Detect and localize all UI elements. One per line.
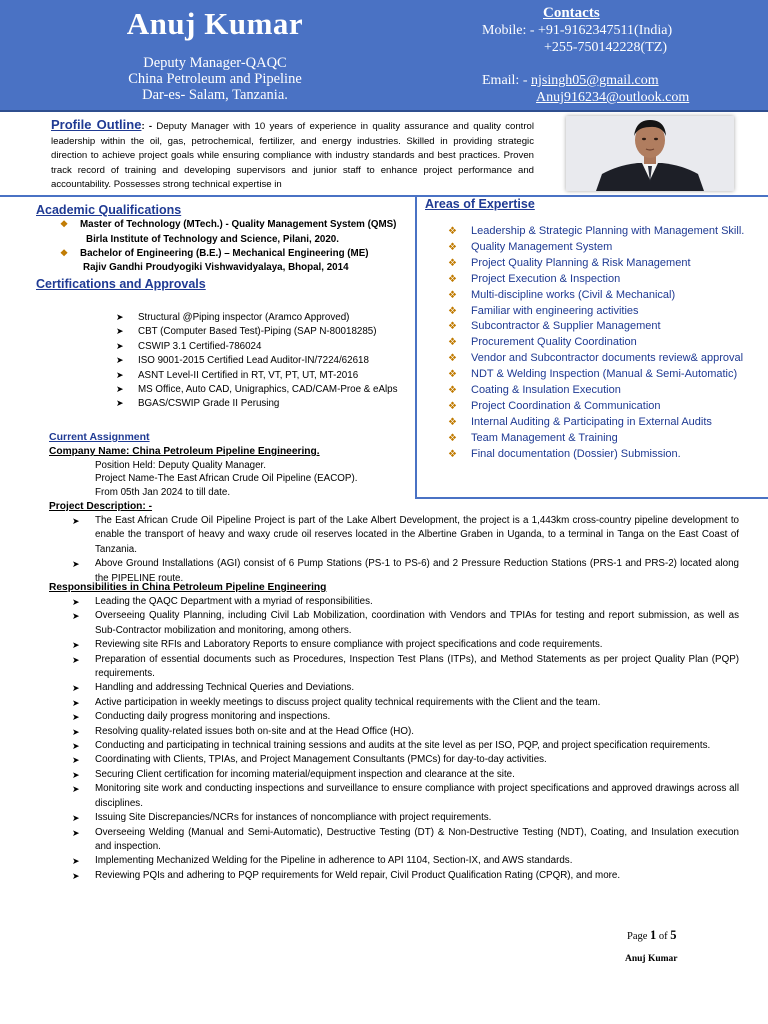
email-link-gmail[interactable]: njsingh05@gmail.com xyxy=(531,73,659,88)
email-line xyxy=(482,73,659,89)
diamond-bullet-icon: ❖ xyxy=(448,369,457,381)
assignment-company: Company Name: China Petroleum Pipeline Engineering. xyxy=(49,446,320,457)
expertise-item: ❖ Procurement Quality Coordination xyxy=(448,335,760,351)
list-item: ➤ Overseeing Quality Planning, including Civil Lab Mobilization, coordination with Vendors and TPIAs for testing and report submission, as well as Sub-Contractor mobilization and monitoring, among others. xyxy=(72,610,739,636)
cert-item: ➤ Structural @Piping inspector (Aramco Approved) xyxy=(116,312,350,323)
page-number: Page 1 of 5 xyxy=(627,928,677,942)
section-divider xyxy=(0,195,768,197)
arrow-bullet-icon: ➤ xyxy=(72,755,80,766)
assignment-project-name: Project Name-The East African Crude Oil Pipeline (EACOP). xyxy=(95,473,358,484)
profile-outline xyxy=(51,118,534,189)
profile-text: Deputy Manager with 10 years of experience in quality assurance and quality control leadership within the oil, gas, petrochemical, fertilizer, and energy industries. Skilled in providing strategic direction to achieve project goals while ensuring compliance with industry standards and best practices. Proven track record of training and developing supervisors and junior staff to enhance project performance and accountability. Possesses strong technical expertise in xyxy=(51,121,534,189)
list-item: ➤ Overseeing Welding (Manual and Semi-Automatic), Destructive Testing (DT) & Non-Destructive Testing (NDT), Coating, and Insulation execution and inspection. xyxy=(72,826,739,852)
arrow-bullet-icon: ➤ xyxy=(72,784,80,795)
arrow-bullet-icon: ➤ xyxy=(116,312,124,322)
diamond-bullet-icon: ❖ xyxy=(60,219,69,229)
list-item: ➤ Above Ground Installations (AGI) consist of 6 Pump Stations (PS-1 to PS-6) and 2 Pressure Reduction Stations (PRS-1 and PRS-2) located along the PIPELINE route. xyxy=(72,558,739,584)
list-item: ➤ The East African Crude Oil Pipeline Project is part of the Lake Albert Development, the project is a 1,443km cross-country pipeline development to enable the transport of heavy and waxy crude oil reserves located in the Albertine Graben in Uganda, to a terminal in Tanga on the East Coast of Tanzania. xyxy=(72,515,739,555)
arrow-bullet-icon: ➤ xyxy=(72,712,80,723)
diamond-bullet-icon: ❖ xyxy=(448,337,457,349)
diamond-bullet-icon: ❖ xyxy=(60,248,69,258)
diamond-bullet-icon: ❖ xyxy=(448,289,457,301)
project-description-list xyxy=(72,514,739,586)
list-item: ➤ Reviewing PQIs and adhering to PQP requirements for Weld repair, Civil Product Qualification Rating (CPQR), and more. xyxy=(72,869,739,883)
location: Dar-es- Salam, Tanzania. xyxy=(142,87,288,103)
cert-item: ➤ ISO 9001-2015 Certified Lead Auditor-IN/7224/62618 xyxy=(116,355,369,366)
arrow-bullet-icon: ➤ xyxy=(116,384,124,394)
arrow-bullet-icon: ➤ xyxy=(116,326,124,336)
diamond-bullet-icon: ❖ xyxy=(448,385,457,397)
expertise-heading: Areas of Expertise xyxy=(425,197,535,211)
arrow-bullet-icon: ➤ xyxy=(72,741,80,752)
list-item: ➤ Coordinating with Clients, TPIAs, and Project Management Consultants (PMCs) for day-to-day activities. xyxy=(72,753,739,767)
expertise-item: ❖ Familiar with engineering activities xyxy=(448,304,760,320)
list-item: ➤ Securing Client certification for incoming material/equipment inspection and clearance at the site. xyxy=(72,768,739,782)
expertise-list xyxy=(448,224,760,463)
cert-item: ➤ CSWIP 3.1 Certified-786024 xyxy=(116,341,262,352)
diamond-bullet-icon: ❖ xyxy=(448,257,457,269)
expertise-item: ❖ NDT & Welding Inspection (Manual & Semi-Automatic) xyxy=(448,367,760,383)
profile-separator: : - xyxy=(141,121,157,132)
academic-heading: Academic Qualifications xyxy=(36,203,182,217)
arrow-bullet-icon: ➤ xyxy=(116,370,124,380)
arrow-bullet-icon: ➤ xyxy=(72,769,80,780)
diamond-bullet-icon: ❖ xyxy=(448,226,457,237)
project-description-heading: Project Description: - xyxy=(49,501,153,512)
company-name: China Petroleum and Pipeline xyxy=(128,71,302,87)
arrow-bullet-icon: ➤ xyxy=(72,516,80,526)
mobile-tanzania: +255-750142228(TZ) xyxy=(544,40,667,55)
arrow-bullet-icon: ➤ xyxy=(72,611,80,622)
certifications-heading: Certifications and Approvals xyxy=(36,277,206,291)
responsibilities-heading: Responsibilities in China Petroleum Pipeline Engineering xyxy=(49,582,327,593)
expertise-item: ❖ Vendor and Subcontractor documents review& approval xyxy=(448,351,760,367)
academic-institute-2: Rajiv Gandhi Proudyogiki Vishwavidyalaya, Bhopal, 2014 xyxy=(83,262,349,273)
expertise-item: ❖ Project Coordination & Communication xyxy=(448,399,760,415)
expertise-bottom-rule xyxy=(415,497,768,499)
column-divider xyxy=(415,195,417,499)
email-label: Email: - xyxy=(482,73,531,88)
list-item: ➤ Conducting daily progress monitoring and inspections. xyxy=(72,710,739,724)
list-item: ➤ Leading the QAQC Department with a myriad of responsibilities. xyxy=(72,595,739,609)
list-item: ➤ Implementing Mechanized Welding for the Pipeline in adherence to API 1104, Section-IX, and AWS standards. xyxy=(72,854,739,868)
arrow-bullet-icon: ➤ xyxy=(72,559,80,570)
list-item: ➤ Active participation in weekly meetings to discuss project quality technical requirements with the Client and the team. xyxy=(72,696,739,710)
arrow-bullet-icon: ➤ xyxy=(72,683,80,694)
responsibilities-list xyxy=(72,595,739,883)
cert-item: ➤ BGAS/CSWIP Grade II Perusing xyxy=(116,398,280,409)
arrow-bullet-icon: ➤ xyxy=(72,726,80,737)
diamond-bullet-icon: ❖ xyxy=(448,448,457,460)
arrow-bullet-icon: ➤ xyxy=(72,640,80,651)
arrow-bullet-icon: ➤ xyxy=(72,827,80,838)
profile-heading: Profile Outline xyxy=(51,118,142,132)
current-assignment-heading: Current Assignment xyxy=(49,431,150,443)
diamond-bullet-icon: ❖ xyxy=(448,400,457,412)
email-link-outlook[interactable]: Anuj916234@outlook.com xyxy=(536,90,690,105)
expertise-item: ❖ Project Execution & Inspection xyxy=(448,272,760,288)
expertise-item: ❖ Quality Management System xyxy=(448,240,760,256)
arrow-bullet-icon: ➤ xyxy=(72,813,80,824)
arrow-bullet-icon: ➤ xyxy=(116,341,124,351)
academic-degree-1: ❖ Master of Technology (MTech.) - Quality Management System (QMS) xyxy=(60,219,397,230)
list-item: ➤ Preparation of essential documents such as Procedures, Inspection Test Plans (ITPs), and Method Statements as per project Quality Plan (PQP) requirements. xyxy=(72,653,739,680)
arrow-bullet-icon: ➤ xyxy=(116,355,124,365)
diamond-bullet-icon: ❖ xyxy=(448,416,457,428)
list-item: ➤ Handling and addressing Technical Queries and Deviations. xyxy=(72,681,739,695)
expertise-item: ❖ Leadership & Strategic Planning with Management Skill. xyxy=(448,224,760,240)
academic-degree-2: ❖ Bachelor of Engineering (B.E.) – Mechanical Engineering (ME) xyxy=(60,248,369,259)
cert-item: ➤ ASNT Level-II Certified in RT, VT, PT, UT, MT-2016 xyxy=(116,370,359,381)
arrow-bullet-icon: ➤ xyxy=(72,654,80,665)
list-item: ➤ Resolving quality-related issues both on-site and at the Head Office (HO). xyxy=(72,725,739,739)
arrow-bullet-icon: ➤ xyxy=(72,597,80,607)
cert-item: ➤ MS Office, Auto CAD, Unigraphics, CAD/CAM-Proe & eAlps xyxy=(116,384,398,395)
list-item: ➤ Conducting and participating in technical training sessions and audits at the site level as per ISO, PQP, and project specification requirements. xyxy=(72,739,739,753)
expertise-item: ❖ Team Management & Training xyxy=(448,431,760,447)
list-item: ➤ Monitoring site work and conducting inspections and surveillance to ensure compliance with project specifications and approved drawings across all disciplines. xyxy=(72,783,739,809)
profile-photo xyxy=(566,116,734,191)
candidate-name: Anuj Kumar xyxy=(126,6,304,41)
diamond-bullet-icon: ❖ xyxy=(448,353,457,365)
diamond-bullet-icon: ❖ xyxy=(448,273,457,285)
diamond-bullet-icon: ❖ xyxy=(448,432,457,444)
expertise-item: ❖ Internal Auditing & Participating in External Audits xyxy=(448,415,760,431)
arrow-bullet-icon: ➤ xyxy=(72,697,80,708)
diamond-bullet-icon: ❖ xyxy=(448,241,457,253)
arrow-bullet-icon: ➤ xyxy=(72,856,80,867)
expertise-item: ❖ Multi-discipline works (Civil & Mechanical) xyxy=(448,288,760,304)
assignment-duration: From 05th Jan 2024 to till date. xyxy=(95,487,231,498)
assignment-position: Position Held: Deputy Quality Manager. xyxy=(95,460,266,471)
academic-institute-1: Birla Institute of Technology and Science, Pilani, 2020. xyxy=(86,234,339,245)
expertise-item: ❖ Subcontractor & Supplier Management xyxy=(448,319,760,335)
expertise-item: ❖ Coating & Insulation Execution xyxy=(448,383,760,399)
contacts-heading: Contacts xyxy=(543,5,600,21)
mobile-india: Mobile: - +91-9162347511(India) xyxy=(482,23,673,38)
arrow-bullet-icon: ➤ xyxy=(116,398,124,408)
expertise-item: ❖ Project Quality Planning & Risk Management xyxy=(448,256,760,272)
cert-item: ➤ CBT (Computer Based Test)-Piping (SAP N-80018285) xyxy=(116,326,377,337)
footer-name: Anuj Kumar xyxy=(625,954,678,964)
list-item: ➤ Issuing Site Discrepancies/NCRs for instances of noncompliance with project requirements. xyxy=(72,811,739,825)
job-title: Deputy Manager-QAQC xyxy=(143,55,287,71)
header-banner xyxy=(0,0,768,112)
list-item: ➤ Reviewing site RFIs and Laboratory Reports to ensure compliance with project specifications and code requirements. xyxy=(72,638,739,652)
diamond-bullet-icon: ❖ xyxy=(448,321,457,333)
diamond-bullet-icon: ❖ xyxy=(448,305,457,317)
expertise-item: ❖ Final documentation (Dossier) Submission. xyxy=(448,447,760,463)
arrow-bullet-icon: ➤ xyxy=(72,870,80,881)
